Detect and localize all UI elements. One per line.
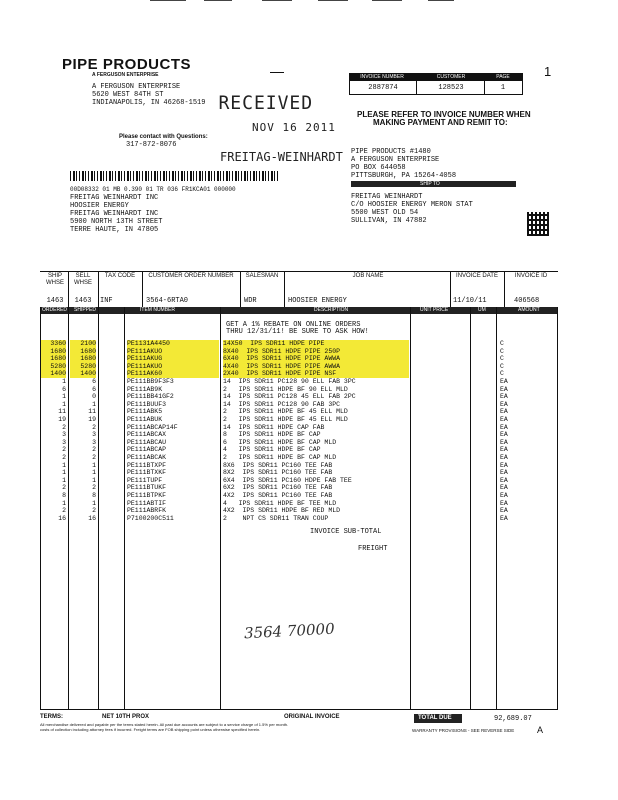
amount-header: AMOUNT	[518, 307, 540, 313]
um-cell: EA	[500, 484, 508, 492]
table-row	[0, 515, 618, 523]
scan-mark	[204, 0, 232, 1]
divider	[284, 271, 285, 307]
item-number-cell: PE1131A4450	[127, 340, 219, 348]
um-cell: EA	[500, 476, 508, 484]
customer-label: CUSTOMER	[436, 74, 466, 80]
item-number-cell: PE111BTXPF	[127, 461, 167, 469]
item-number-cell: PE111AK60	[127, 370, 219, 378]
shipped-cell: 3	[92, 431, 96, 439]
footer-rule	[40, 709, 558, 710]
description-cell: 14 IPS SDR11 PC128 45 ELL FAB 2PC	[223, 393, 356, 401]
description-header: DESCRIPTION	[314, 307, 349, 313]
ship-line: FREITAG WEINHARDT	[351, 193, 423, 201]
freight-label: FREIGHT	[358, 545, 388, 553]
um-cell: EA	[500, 378, 508, 385]
ordered-cell: 1	[62, 378, 66, 385]
remit-note-line2: MAKING PAYMENT AND REMIT TO:	[373, 118, 508, 127]
ship-line: C/O HOOSIER ENERGY MERON STAT	[351, 201, 473, 209]
item-number-cell: PE111BTXKF	[127, 469, 167, 477]
item-number-cell: PE111AKUO	[127, 348, 219, 356]
footer-mark: A	[537, 725, 544, 735]
item-number-cell: PE111AB9K	[127, 385, 163, 393]
divider	[504, 271, 505, 307]
description-cell: 6X2 IPS SDR11 PC160 TEE FAB	[223, 484, 333, 492]
shipped-cell: 2	[92, 484, 96, 492]
invoice-id-header: INVOICE ID	[514, 273, 548, 279]
divider	[416, 74, 417, 94]
um-cell: EA	[500, 408, 508, 416]
unit-price-header: UNIT PRICE	[420, 307, 449, 313]
address-line: INDIANAPOLIS, IN 46268-1519	[92, 99, 206, 107]
ordered-cell: 1	[62, 393, 66, 401]
um-cell: EA	[500, 400, 508, 408]
promo-line: THRU 12/31/11! BE SURE TO ASK HOW!	[226, 328, 369, 336]
sell-whse-value: 1463	[74, 297, 92, 305]
ordered-cell: 2	[62, 446, 66, 454]
ordered-cell: 1	[62, 476, 66, 484]
invoice-id-value: 406568	[514, 297, 540, 305]
remit-note-line1: PLEASE REFER TO INVOICE NUMBER WHEN	[357, 110, 531, 119]
item-number-cell: PE111ABCAP14F	[127, 423, 178, 431]
total-due-label: TOTAL DUE	[418, 715, 452, 721]
description-cell: 2 NPT CS SDR11 TRAN COUP	[223, 514, 329, 522]
invoice-date-header: INVOICE DATE	[456, 273, 498, 279]
ordered-cell: 16	[58, 514, 66, 522]
description-cell: 8X6 IPS SDR11 PC160 TEE FAB	[223, 461, 333, 469]
divider	[270, 72, 284, 73]
ordered-cell: 6	[62, 385, 66, 393]
received-date-stamp: NOV 16 2011	[252, 121, 336, 134]
item-number-cell: P7100200C511	[127, 514, 174, 522]
description-cell: 8X2 IPS SDR11 PC160 TEE FAB	[223, 469, 333, 477]
description-cell: 2 IPS SDR11 HDPE BF 45 ELL MLD	[223, 408, 348, 416]
um-cell: C	[500, 362, 504, 370]
divider	[68, 271, 69, 307]
shipped-cell: 1400	[70, 370, 96, 378]
ordered-cell: 1	[62, 461, 66, 469]
item-number-cell: PE111BTUKF	[127, 484, 167, 492]
ordered-cell: 1	[62, 469, 66, 477]
shipped-cell: 3	[92, 438, 96, 446]
ordered-header: ORDERED	[42, 307, 68, 313]
ordered-cell: 3	[62, 438, 66, 446]
description-cell: 4X40 IPS SDR11 HDPE PIPE AWWA	[223, 363, 409, 371]
item-number-header: ITEM NUMBER	[140, 307, 175, 313]
shipped-cell: 6	[92, 378, 96, 385]
total-due-value: 92,689.07	[494, 715, 532, 723]
divider	[484, 74, 485, 94]
remit-line: PIPE PRODUCTS #1480	[351, 148, 431, 156]
description-cell: 8X40 IPS SDR11 HDPE PIPE 250P	[223, 348, 409, 356]
ship-whse-value: 1463	[46, 297, 64, 305]
line-items	[0, 340, 618, 525]
invoice-number-label: INVOICE NUMBER	[360, 74, 404, 80]
description-cell: 2 IPS SDR11 HDPE BF CAP MLD	[223, 454, 337, 461]
um-cell: C	[500, 355, 504, 363]
description-cell: 4 IPS SDR11 HDPE BF CAP	[223, 446, 321, 454]
bill-line: FREITAG WEINHARDT INC	[70, 210, 159, 218]
promo-line: GET A 1% REBATE ON ONLINE ORDERS	[226, 321, 361, 329]
um-cell: EA	[500, 492, 508, 499]
shipped-cell: 1680	[70, 348, 96, 356]
shipped-cell: 0	[92, 393, 96, 401]
um-cell: EA	[500, 431, 508, 439]
description-cell: 14 IPS SDR11 PC128 90 FAB 3PC	[223, 400, 341, 408]
terms-label: TERMS:	[40, 714, 63, 720]
ordered-cell: 3360	[41, 340, 66, 348]
um-cell: C	[500, 370, 504, 378]
um-cell: EA	[500, 454, 508, 461]
received-stamp: RECEIVED	[218, 92, 314, 114]
ordered-cell: 5280	[41, 363, 66, 371]
company-name: PIPE PRODUCTS	[62, 56, 192, 73]
description-cell: 4 IPS SDR11 HDPE BF TEE MLD	[223, 499, 337, 507]
customer-order-value: 3564-6RTA0	[146, 297, 189, 305]
item-number-cell: PE111ABK5	[127, 408, 163, 416]
address-line: A FERGUSON ENTERPRISE	[92, 83, 181, 91]
item-number-cell: PE111AKUG	[127, 355, 219, 363]
remit-line: PO BOX 644058	[351, 164, 406, 172]
shipped-cell: 1	[92, 400, 96, 408]
original-invoice-label: ORIGINAL INVOICE	[284, 714, 340, 720]
um-cell: EA	[500, 385, 508, 393]
description-cell: 4X2 IPS SDR11 PC160 TEE FAB	[223, 492, 333, 499]
fine-print-line: costs of collection including attorney fees if incurred. Freight terms are FOB shipping point unless otherwise specified herein.	[40, 727, 261, 732]
description-cell: 6X40 IPS SDR11 HDPE PIPE AWWA	[223, 355, 409, 363]
divider	[142, 271, 143, 307]
bill-to-address	[70, 194, 162, 234]
item-number-cell: PE111ABCAU	[127, 438, 167, 446]
description-cell: 6X4 IPS SDR11 PC160 HDPE FAB TEE	[223, 476, 352, 484]
item-number-cell: PE111ABCAK	[127, 454, 167, 461]
vendor-address	[92, 83, 205, 107]
subtotal-label: INVOICE SUB-TOTAL	[310, 528, 382, 536]
ordered-cell: 8	[62, 492, 66, 499]
item-number-cell: PE111TUPF	[127, 476, 163, 484]
item-number-cell: PE111ABCAX	[127, 431, 167, 439]
um-cell: C	[500, 340, 504, 347]
description-cell: 2 IPS SDR11 HDPE BF 90 ELL MLD	[223, 385, 348, 393]
um-cell: EA	[500, 469, 508, 477]
tax-code-value: INF	[100, 297, 113, 305]
invoice-number-box	[349, 73, 523, 95]
item-number-cell: PE111AKUO	[127, 363, 219, 371]
um-cell: EA	[500, 423, 508, 431]
description-cell: 14 IPS SDR11 HDPE CAP FAB	[223, 423, 325, 431]
item-number-cell: PE111BB9F3F3	[127, 378, 174, 385]
remit-address	[351, 148, 456, 180]
bill-line: 5900 NORTH 13TH STREET	[70, 218, 163, 226]
item-number-cell: PE111ABCAP	[127, 446, 167, 454]
ordered-cell: 2	[62, 507, 66, 515]
ordered-cell: 2	[62, 454, 66, 461]
shipped-cell: 5280	[70, 363, 96, 371]
description-cell: 2 IPS SDR11 HDPE BF 45 ELL MLD	[223, 416, 348, 423]
scan-mark	[150, 0, 186, 1]
shipped-cell: 19	[88, 416, 96, 423]
contact-phone: 317-872-8076	[126, 141, 177, 149]
job-name-value: HOOSIER ENERGY	[288, 297, 347, 305]
shipped-cell: 1	[92, 499, 96, 507]
ordered-cell: 1	[62, 499, 66, 507]
um-cell: C	[500, 347, 504, 355]
shipped-cell: 8	[92, 492, 96, 499]
shipped-cell: 2	[92, 423, 96, 431]
qr-code-icon	[527, 212, 549, 236]
ship-line: SULLIVAN, IN 47882	[351, 217, 427, 225]
remit-line: A FERGUSON ENTERPRISE	[351, 156, 440, 164]
remit-line: PITTSBURGH, PA 15264-4058	[351, 172, 457, 180]
shipped-cell: 11	[88, 408, 96, 416]
ship-whse-header: SHIP WHSE	[46, 273, 64, 286]
um-cell: EA	[500, 499, 508, 507]
shipped-cell: 6	[92, 385, 96, 393]
description-cell: 6 IPS SDR11 HDPE BF CAP MLD	[223, 438, 337, 446]
um-cell: EA	[500, 393, 508, 401]
postal-barcode	[70, 171, 280, 181]
item-number-cell: PE111BUUF3	[127, 400, 167, 408]
sell-whse-header: SELL WHSE	[74, 273, 92, 286]
terms-value: NET 10TH PROX	[102, 714, 150, 720]
ordered-cell: 19	[58, 416, 66, 423]
ordered-cell: 1400	[41, 370, 66, 378]
item-number-cell: PE111BB41GF2	[127, 393, 174, 401]
scan-mark	[428, 0, 454, 1]
scan-mark	[318, 0, 348, 1]
shipped-cell: 2	[92, 454, 96, 461]
job-name-header: JOB NAME	[352, 273, 384, 279]
table-top-rule	[40, 271, 558, 272]
divider	[98, 271, 99, 307]
um-cell: EA	[500, 507, 508, 515]
um-cell: EA	[500, 446, 508, 454]
invoice-number-value: 2887874	[368, 84, 398, 92]
ordered-cell: 11	[58, 408, 66, 416]
scan-mark	[372, 0, 402, 1]
ordered-cell: 1680	[41, 355, 66, 363]
item-number-cell: PE111ABTIF	[127, 499, 167, 507]
page-label: PAGE	[496, 74, 510, 80]
scan-mark	[262, 0, 292, 1]
bill-line: FREITAG WEINHARDT INC	[70, 194, 159, 202]
item-number-cell: PE111ABUK	[127, 416, 163, 423]
shipped-cell: 1	[92, 476, 96, 484]
customer-value: 128523	[438, 84, 464, 92]
address-line: 5620 WEST 84TH ST	[92, 91, 164, 99]
shipped-cell: 16	[88, 514, 96, 522]
description-cell: 2X40 IPS SDR11 HDPE PIPE NSF	[223, 370, 409, 378]
description-cell: 14X50 IPS SDR11 HDPE PIPE	[223, 340, 409, 348]
page-value: 1	[500, 84, 506, 92]
salesman-header: SALESMAN	[245, 273, 279, 279]
um-header: UM	[478, 307, 486, 313]
ordered-cell: 2	[62, 484, 66, 492]
salesman-value: WDR	[244, 297, 257, 305]
invoice-date-value: 11/10/11	[453, 297, 487, 305]
customer-order-header: CUSTOMER ORDER NUMBER	[148, 273, 234, 279]
ordered-cell: 3	[62, 431, 66, 439]
ship-to-address	[351, 193, 473, 225]
shipped-cell: 2100	[70, 340, 96, 348]
shipped-cell: 2	[92, 507, 96, 515]
bill-line: HOOSIER ENERGY	[70, 202, 129, 210]
divider	[240, 271, 241, 307]
item-number-cell: PE111BTPKF	[127, 492, 167, 499]
ordered-cell: 2	[62, 423, 66, 431]
warranty-note: WARRANTY PROVISIONS - SEE REVERSE SIDE	[412, 728, 515, 733]
fine-print-line: All merchandise delivered and payable per the terms stated herein. All past due accounts are subject to a service charge of 1.5% per month.	[40, 722, 289, 727]
description-cell: 8 IPS SDR11 HDPE BF CAP	[223, 431, 321, 439]
company-subtitle: A FERGUSON ENTERPRISE	[92, 72, 159, 78]
ship-line: 5500 WEST OLD 54	[351, 209, 419, 217]
description-cell: 4X2 IPS SDR11 HDPE BF RED MLD	[223, 507, 341, 515]
um-cell: EA	[500, 461, 508, 469]
handwritten-note: 3564 70000	[243, 619, 336, 643]
um-cell: EA	[500, 438, 508, 446]
um-cell: EA	[500, 416, 508, 423]
bill-line: TERRE HAUTE, IN 47805	[70, 226, 159, 234]
description-cell: 14 IPS SDR11 PC128 90 ELL FAB 3PC	[223, 378, 356, 385]
shipped-cell: 1680	[70, 355, 96, 363]
item-number-cell: PE111ABRFK	[127, 507, 167, 515]
ordered-cell: 1680	[41, 348, 66, 356]
shipped-cell: 2	[92, 446, 96, 454]
shipped-cell: 1	[92, 469, 96, 477]
divider	[450, 271, 451, 307]
um-cell: EA	[500, 514, 508, 522]
fine-print	[40, 722, 410, 732]
page-number: 1	[544, 64, 552, 79]
shipped-header: SHIPPED	[74, 307, 96, 313]
tax-code-header: TAX CODE	[104, 273, 136, 279]
ordered-cell: 1	[62, 400, 66, 408]
ship-to-label: SHIP TO	[420, 181, 440, 187]
contact-label: Please contact with Questions:	[119, 134, 208, 140]
company-stamp: FREITAG-WEINHARDT	[220, 150, 343, 164]
shipped-cell: 1	[92, 461, 96, 469]
mail-code: 00D08332 01 MB 0.390 01 TR 036 FR1KCA01 000000	[70, 186, 236, 193]
